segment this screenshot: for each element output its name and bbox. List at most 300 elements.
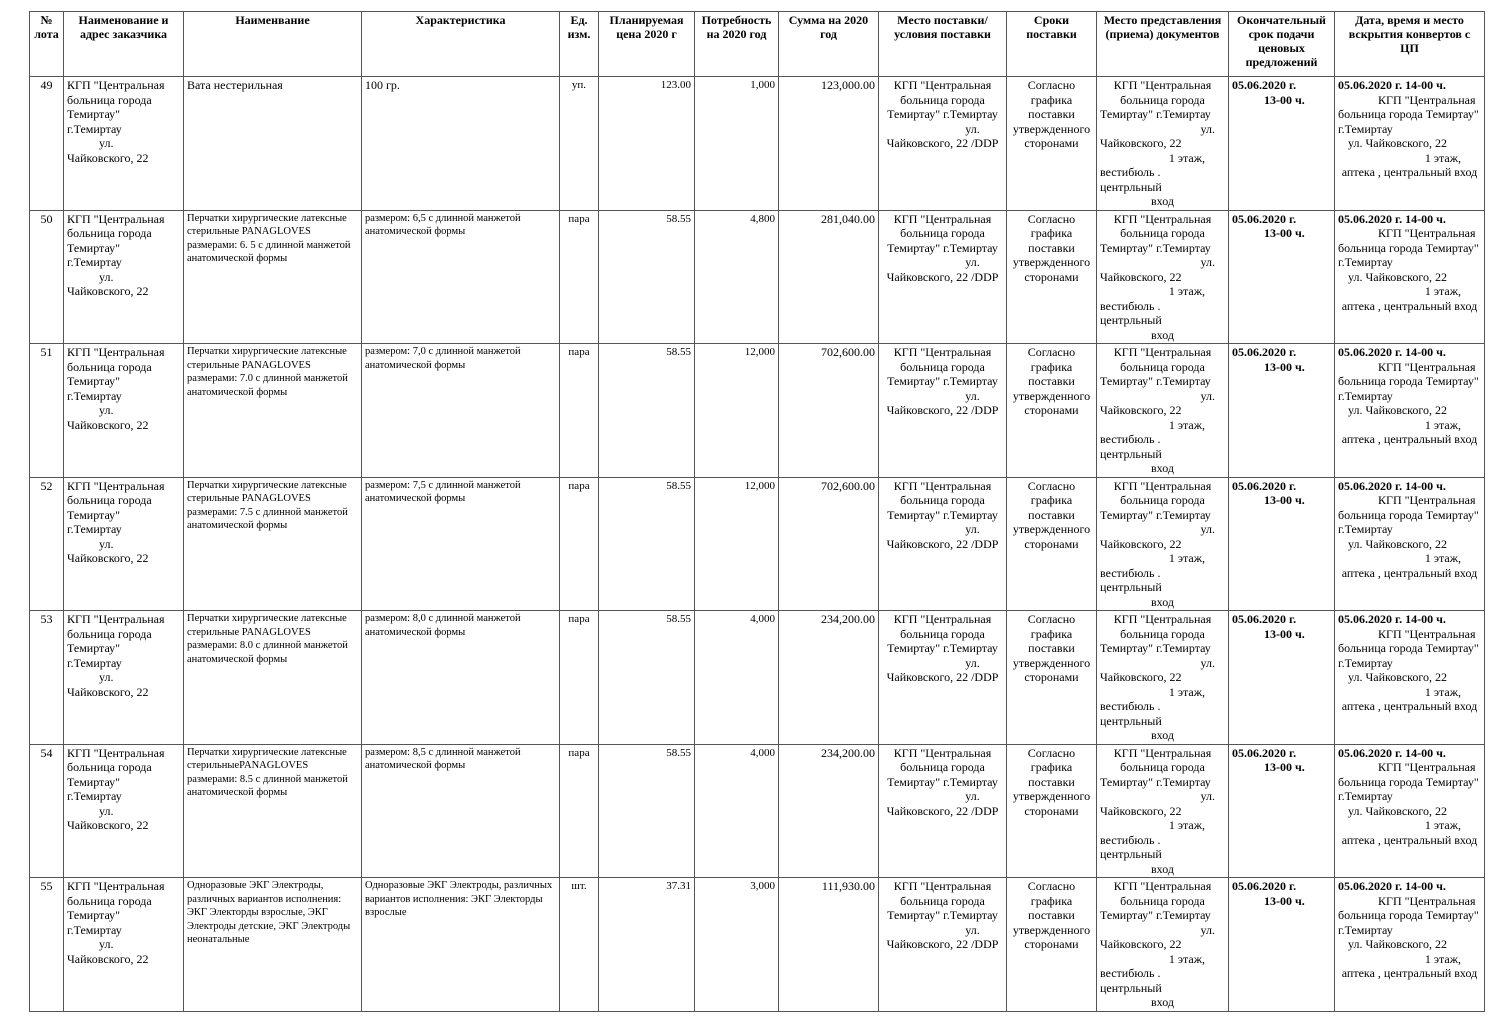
- delivery-line: ул.: [965, 388, 980, 403]
- delivery-line: Темиртау" г.Темиртау: [887, 908, 998, 922]
- customer-line: КГП "Центральная: [67, 745, 165, 760]
- delivery-place: [879, 477, 1007, 611]
- docs-line: Чайковского, 22: [1100, 403, 1182, 417]
- customer-line: больница города: [67, 359, 152, 374]
- opening-line: 1 этаж,: [1424, 951, 1461, 966]
- docs-line: вход: [1151, 995, 1174, 1009]
- docs-place: [1097, 611, 1229, 745]
- opening-line: КГП "Центральная: [1378, 359, 1476, 374]
- header-docs-place: Место представления (приема) документов: [1097, 12, 1229, 77]
- item-spec: размером: 6,5 с длинной манжетой анатомической формы: [362, 210, 560, 344]
- header-delivery-terms: Сроки поставки: [1007, 12, 1097, 77]
- opening-line: г.Темиртау: [1338, 121, 1393, 136]
- customer-line: Темиртау": [67, 641, 121, 655]
- opening-line: больница города Темиртау": [1338, 908, 1479, 922]
- header-row: [30, 12, 1485, 77]
- delivery-line: КГП "Центральная: [893, 745, 992, 760]
- opening-line: аптека , центральный вход: [1341, 432, 1478, 446]
- terms-line: утвержденного: [1012, 255, 1091, 269]
- docs-line: Чайковского, 22: [1100, 536, 1182, 551]
- docs-line: ул.: [1200, 522, 1215, 536]
- header-delivery-place: Место поставки/условия поставки: [879, 12, 1007, 77]
- delivery-line: КГП "Центральная: [893, 211, 992, 226]
- delivery-place: [879, 344, 1007, 478]
- terms-line: поставки: [1028, 774, 1075, 789]
- table-row: [30, 744, 1485, 878]
- unit: пара: [560, 611, 599, 745]
- terms-line: поставки: [1028, 374, 1075, 388]
- terms-line: графика: [1030, 226, 1073, 240]
- deadline-date: 05.06.2020 г.: [1232, 78, 1297, 92]
- delivery-line: больница города: [900, 359, 985, 374]
- docs-line: Темиртау" г.Темиртау: [1100, 641, 1211, 655]
- delivery-line: больница города: [900, 893, 985, 908]
- customer-line: Чайковского, 22: [67, 818, 149, 832]
- docs-line: вход: [1151, 461, 1174, 475]
- docs-line: Чайковского, 22: [1100, 803, 1182, 818]
- header-customer: Наименование и адрес заказчика: [64, 12, 184, 77]
- terms-line: утвержденного: [1012, 922, 1091, 937]
- customer-line: г.Темиртау: [67, 388, 122, 403]
- table-row: [30, 77, 1485, 211]
- customer-line: ул.: [99, 136, 114, 150]
- terms-line: поставки: [1028, 240, 1075, 255]
- submission-deadline: [1229, 210, 1335, 344]
- sum: 123,000.00: [779, 77, 879, 211]
- opening-line: г.Темиртау: [1338, 388, 1393, 403]
- terms-line: графика: [1030, 92, 1073, 107]
- unit: пара: [560, 477, 599, 611]
- opening-line: больница города Темиртау": [1338, 641, 1479, 655]
- terms-line: графика: [1030, 359, 1073, 374]
- delivery-line: КГП "Центральная: [893, 478, 992, 493]
- delivery-terms: [1007, 344, 1097, 478]
- docs-line: КГП "Центральная: [1113, 879, 1212, 893]
- delivery-terms: [1007, 878, 1097, 1012]
- docs-line: ул.: [1200, 388, 1215, 403]
- item-name: Вата нестерильная: [184, 77, 362, 211]
- docs-line: КГП "Центральная: [1113, 745, 1212, 760]
- docs-line: КГП "Центральная: [1113, 612, 1212, 626]
- customer-line: больница города: [67, 760, 152, 774]
- delivery-line: Чайковского, 22 /DDP: [886, 803, 999, 818]
- sum: 281,040.00: [779, 210, 879, 344]
- docs-place: [1097, 477, 1229, 611]
- terms-line: графика: [1030, 493, 1073, 507]
- header-price: Планируемая цена 2020 г: [599, 12, 695, 77]
- item-spec: размером: 7,5 с длинной манжетой анатомической формы: [362, 477, 560, 611]
- opening-line: 1 этаж,: [1424, 417, 1461, 432]
- opening-line: ул. Чайковского, 22: [1348, 803, 1447, 818]
- terms-line: поставки: [1028, 107, 1075, 121]
- opening-datetime: 05.06.2020 г. 14-00 ч.: [1338, 478, 1446, 493]
- docs-line: Чайковского, 22: [1100, 670, 1182, 684]
- docs-line: Чайковского, 22: [1100, 937, 1182, 951]
- docs-line: вестибюль . центрльный: [1100, 699, 1162, 728]
- header-name: Наименвание: [184, 12, 362, 77]
- delivery-place: [879, 210, 1007, 344]
- submission-deadline: [1229, 611, 1335, 745]
- delivery-place: [879, 77, 1007, 211]
- customer-line: КГП "Центральная: [67, 879, 165, 893]
- docs-line: больница города: [1120, 92, 1205, 107]
- terms-line: Согласно: [1027, 879, 1076, 893]
- unit: шт.: [560, 878, 599, 1012]
- customer-line: ул.: [99, 937, 114, 951]
- docs-line: вестибюль . центрльный: [1100, 432, 1162, 461]
- submission-deadline: [1229, 344, 1335, 478]
- quantity: 4,000: [695, 611, 779, 745]
- item-spec: размером: 8,0 с длинной манжетой анатомической формы: [362, 611, 560, 745]
- customer-line: Темиртау": [67, 107, 121, 121]
- opening-line: 1 этаж,: [1424, 551, 1461, 565]
- deadline-time: 13-00 ч.: [1264, 760, 1305, 774]
- opening-line: г.Темиртау: [1338, 655, 1393, 670]
- opening-line: ул. Чайковского, 22: [1348, 269, 1447, 284]
- delivery-line: ул.: [965, 121, 980, 136]
- docs-line: ул.: [1200, 255, 1215, 269]
- docs-line: ул.: [1200, 922, 1215, 937]
- customer-line: больница города: [67, 893, 152, 908]
- item-name: Перчатки хирургические латексные стерильные PANAGLOVES размерами: 7.0 с длинной манжетой анатомической формы: [184, 344, 362, 478]
- planned-price: 58.55: [599, 744, 695, 878]
- customer-line: Темиртау": [67, 908, 121, 922]
- docs-line: КГП "Центральная: [1113, 478, 1212, 493]
- delivery-line: КГП "Центральная: [893, 345, 992, 359]
- customer-line: ул.: [99, 269, 114, 284]
- deadline-time: 13-00 ч.: [1264, 92, 1305, 107]
- customer-line: г.Темиртау: [67, 922, 122, 937]
- customer-cell: [64, 344, 184, 478]
- customer-line: г.Темиртау: [67, 255, 122, 269]
- planned-price: 58.55: [599, 344, 695, 478]
- docs-place: [1097, 744, 1229, 878]
- opening-line: ул. Чайковского, 22: [1348, 136, 1447, 150]
- quantity: 4,000: [695, 744, 779, 878]
- opening-line: 1 этаж,: [1424, 284, 1461, 298]
- delivery-line: Темиртау" г.Темиртау: [887, 240, 998, 255]
- customer-cell: [64, 210, 184, 344]
- docs-line: вход: [1151, 327, 1174, 342]
- planned-price: 58.55: [599, 210, 695, 344]
- deadline-time: 13-00 ч.: [1264, 626, 1305, 641]
- customer-line: ул.: [99, 803, 114, 818]
- opening-line: аптека , центральный вход: [1341, 832, 1478, 847]
- table-row: [30, 878, 1485, 1012]
- delivery-line: больница города: [900, 493, 985, 507]
- docs-line: вестибюль . центрльный: [1100, 966, 1162, 995]
- opening-datetime: 05.06.2020 г. 14-00 ч.: [1338, 612, 1446, 626]
- customer-line: КГП "Центральная: [67, 478, 165, 493]
- opening-line: КГП "Центральная: [1378, 760, 1476, 774]
- opening-line: КГП "Центральная: [1378, 226, 1476, 240]
- opening-line: ул. Чайковского, 22: [1348, 670, 1447, 684]
- customer-line: Чайковского, 22: [67, 417, 149, 432]
- item-spec: размером: 8,5 с длинной манжетой анатомической формы: [362, 744, 560, 878]
- docs-place: [1097, 344, 1229, 478]
- customer-line: г.Темиртау: [67, 522, 122, 536]
- deadline-date: 05.06.2020 г.: [1232, 345, 1297, 359]
- terms-line: утвержденного: [1012, 121, 1091, 136]
- opening-info: [1335, 344, 1485, 478]
- opening-line: больница города Темиртау": [1338, 240, 1479, 255]
- customer-line: больница города: [67, 626, 152, 641]
- docs-line: больница города: [1120, 893, 1205, 908]
- docs-line: 1 этаж,: [1168, 150, 1205, 165]
- delivery-line: больница города: [900, 92, 985, 107]
- delivery-line: Чайковского, 22 /DDP: [886, 403, 999, 417]
- opening-line: аптека , центральный вход: [1341, 699, 1478, 713]
- opening-line: КГП "Центральная: [1378, 893, 1476, 908]
- customer-line: КГП "Центральная: [67, 612, 165, 626]
- opening-info: [1335, 878, 1485, 1012]
- lot-number: 54: [30, 744, 64, 878]
- lot-number: 51: [30, 344, 64, 478]
- header-sum: Сумма на 2020 год: [779, 12, 879, 77]
- delivery-line: КГП "Центральная: [893, 78, 992, 92]
- docs-line: больница города: [1120, 493, 1205, 507]
- quantity: 12,000: [695, 477, 779, 611]
- table-row: [30, 611, 1485, 745]
- planned-price: 58.55: [599, 477, 695, 611]
- docs-line: 1 этаж,: [1168, 417, 1205, 432]
- customer-line: больница города: [67, 493, 152, 507]
- header-spec: Характеристика: [362, 12, 560, 77]
- opening-line: больница города Темиртау": [1338, 774, 1479, 789]
- submission-deadline: [1229, 77, 1335, 211]
- customer-line: Чайковского, 22: [67, 284, 149, 298]
- lot-number: 49: [30, 77, 64, 211]
- opening-info: [1335, 77, 1485, 211]
- terms-line: утвержденного: [1012, 655, 1091, 670]
- customer-cell: [64, 744, 184, 878]
- delivery-line: ул.: [965, 922, 980, 937]
- table-row: [30, 210, 1485, 344]
- delivery-terms: [1007, 210, 1097, 344]
- terms-line: поставки: [1028, 908, 1075, 922]
- docs-line: вестибюль . центрльный: [1100, 298, 1162, 327]
- opening-line: 1 этаж,: [1424, 150, 1461, 165]
- docs-line: вход: [1151, 194, 1174, 208]
- customer-cell: [64, 77, 184, 211]
- submission-deadline: [1229, 878, 1335, 1012]
- unit: пара: [560, 210, 599, 344]
- header-opening: Дата, время и место вскрытия конвертов с ЦП: [1335, 12, 1485, 77]
- delivery-line: Темиртау" г.Темиртау: [887, 507, 998, 522]
- terms-line: утвержденного: [1012, 522, 1091, 536]
- delivery-line: больница города: [900, 626, 985, 641]
- deadline-time: 13-00 ч.: [1264, 493, 1305, 507]
- lot-number: 52: [30, 477, 64, 611]
- opening-line: г.Темиртау: [1338, 789, 1393, 803]
- opening-datetime: 05.06.2020 г. 14-00 ч.: [1338, 78, 1446, 92]
- terms-line: графика: [1030, 893, 1073, 908]
- delivery-line: Чайковского, 22 /DDP: [886, 136, 999, 150]
- opening-info: [1335, 210, 1485, 344]
- lot-number: 53: [30, 611, 64, 745]
- delivery-line: КГП "Центральная: [893, 879, 992, 893]
- quantity: 3,000: [695, 878, 779, 1012]
- planned-price: 123.00: [599, 77, 695, 211]
- terms-line: сторонами: [1024, 803, 1079, 818]
- terms-line: Согласно: [1027, 478, 1076, 493]
- docs-line: 1 этаж,: [1168, 284, 1205, 298]
- deadline-time: 13-00 ч.: [1264, 893, 1305, 908]
- delivery-line: больница города: [900, 760, 985, 774]
- item-spec: размером: 7,0 с длинной манжетой анатомической формы: [362, 344, 560, 478]
- delivery-line: больница города: [900, 226, 985, 240]
- customer-line: КГП "Центральная: [67, 211, 165, 226]
- customer-line: ул.: [99, 536, 114, 551]
- unit: пара: [560, 344, 599, 478]
- terms-line: утвержденного: [1012, 388, 1091, 403]
- terms-line: графика: [1030, 626, 1073, 641]
- terms-line: утвержденного: [1012, 789, 1091, 803]
- terms-line: сторонами: [1024, 269, 1079, 284]
- delivery-place: [879, 878, 1007, 1012]
- docs-line: КГП "Центральная: [1113, 211, 1212, 226]
- deadline-date: 05.06.2020 г.: [1232, 478, 1297, 493]
- customer-cell: [64, 878, 184, 1012]
- sum: 702,600.00: [779, 344, 879, 478]
- customer-line: ул.: [99, 670, 114, 684]
- customer-line: Чайковского, 22: [67, 951, 149, 966]
- docs-place: [1097, 210, 1229, 344]
- quantity: 1,000: [695, 77, 779, 211]
- customer-line: Темиртау": [67, 507, 121, 522]
- terms-line: сторонами: [1024, 670, 1079, 684]
- terms-line: поставки: [1028, 507, 1075, 522]
- docs-line: больница города: [1120, 359, 1205, 374]
- docs-place: [1097, 878, 1229, 1012]
- docs-line: больница города: [1120, 226, 1205, 240]
- customer-line: Чайковского, 22: [67, 684, 149, 699]
- docs-line: Темиртау" г.Темиртау: [1100, 774, 1211, 789]
- delivery-line: Чайковского, 22 /DDP: [886, 937, 999, 951]
- item-name: Перчатки хирургические латексные стерильные PANAGLOVES размерами: 6. 5 с длинной манжетой анатомической формы: [184, 210, 362, 344]
- opening-info: [1335, 477, 1485, 611]
- sum: 702,600.00: [779, 477, 879, 611]
- delivery-place: [879, 744, 1007, 878]
- customer-line: Темиртау": [67, 374, 121, 388]
- customer-line: Чайковского, 22: [67, 150, 149, 165]
- docs-line: больница города: [1120, 626, 1205, 641]
- docs-line: 1 этаж,: [1168, 551, 1205, 565]
- quantity: 4,800: [695, 210, 779, 344]
- header-deadline: Окончательный срок подачи ценовых предложений: [1229, 12, 1335, 77]
- planned-price: 58.55: [599, 611, 695, 745]
- deadline-time: 13-00 ч.: [1264, 226, 1305, 240]
- customer-line: больница города: [67, 226, 152, 240]
- delivery-line: Темиртау" г.Темиртау: [887, 374, 998, 388]
- delivery-line: Темиртау" г.Темиртау: [887, 774, 998, 789]
- customer-cell: [64, 611, 184, 745]
- docs-line: ул.: [1200, 655, 1215, 670]
- opening-line: г.Темиртау: [1338, 522, 1393, 536]
- opening-datetime: 05.06.2020 г. 14-00 ч.: [1338, 879, 1446, 893]
- deadline-date: 05.06.2020 г.: [1232, 211, 1297, 226]
- delivery-place: [879, 611, 1007, 745]
- opening-datetime: 05.06.2020 г. 14-00 ч.: [1338, 345, 1446, 359]
- delivery-terms: [1007, 744, 1097, 878]
- delivery-line: Темиртау" г.Темиртау: [887, 641, 998, 655]
- terms-line: Согласно: [1027, 211, 1076, 226]
- opening-line: 1 этаж,: [1424, 684, 1461, 699]
- deadline-date: 05.06.2020 г.: [1232, 612, 1297, 626]
- opening-line: больница города Темиртау": [1338, 374, 1479, 388]
- item-spec: Одноразовые ЭКГ Электроды, различных вариантов исполнения: ЭКГ Электорды взрослые: [362, 878, 560, 1012]
- terms-line: Согласно: [1027, 745, 1076, 760]
- lot-number: 55: [30, 878, 64, 1012]
- docs-line: вход: [1151, 594, 1174, 609]
- opening-line: ул. Чайковского, 22: [1348, 403, 1447, 417]
- table-row: [30, 344, 1485, 478]
- docs-line: ул.: [1200, 789, 1215, 803]
- terms-line: поставки: [1028, 641, 1075, 655]
- delivery-line: Чайковского, 22 /DDP: [886, 269, 999, 284]
- table-row: [30, 477, 1485, 611]
- delivery-line: Чайковского, 22 /DDP: [886, 670, 999, 684]
- terms-line: Согласно: [1027, 345, 1076, 359]
- customer-line: Темиртау": [67, 240, 121, 255]
- opening-line: КГП "Центральная: [1378, 626, 1476, 641]
- deadline-date: 05.06.2020 г.: [1232, 745, 1297, 760]
- delivery-line: Чайковского, 22 /DDP: [886, 536, 999, 551]
- docs-line: 1 этаж,: [1168, 951, 1205, 966]
- lot-number: 50: [30, 210, 64, 344]
- delivery-line: ул.: [965, 789, 980, 803]
- customer-cell: [64, 477, 184, 611]
- delivery-line: ул.: [965, 655, 980, 670]
- terms-line: Согласно: [1027, 612, 1076, 626]
- unit: уп.: [560, 77, 599, 211]
- header-qty: Потребность на 2020 год: [695, 12, 779, 77]
- docs-line: КГП "Центральная: [1113, 78, 1212, 92]
- sum: 234,200.00: [779, 611, 879, 745]
- deadline-date: 05.06.2020 г.: [1232, 879, 1297, 893]
- opening-datetime: 05.06.2020 г. 14-00 ч.: [1338, 745, 1446, 760]
- item-spec: 100 гр.: [362, 77, 560, 211]
- docs-line: Темиртау" г.Темиртау: [1100, 908, 1211, 922]
- customer-line: г.Темиртау: [67, 789, 122, 803]
- docs-line: Чайковского, 22: [1100, 269, 1182, 284]
- delivery-terms: [1007, 77, 1097, 211]
- docs-line: Темиртау" г.Темиртау: [1100, 507, 1211, 522]
- docs-line: Темиртау" г.Темиртау: [1100, 107, 1211, 121]
- opening-line: аптека , центральный вход: [1341, 966, 1478, 980]
- docs-line: больница города: [1120, 760, 1205, 774]
- opening-line: аптека , центральный вход: [1341, 165, 1478, 179]
- item-name: Перчатки хирургические латексные стерильныеPANAGLOVES размерами: 8.5 с длинной манжетой анатомической формы: [184, 744, 362, 878]
- customer-line: КГП "Центральная: [67, 78, 165, 92]
- docs-line: Чайковского, 22: [1100, 136, 1182, 150]
- opening-line: КГП "Центральная: [1378, 92, 1476, 107]
- terms-line: графика: [1030, 760, 1073, 774]
- customer-line: больница города: [67, 92, 152, 107]
- opening-line: г.Темиртау: [1338, 922, 1393, 937]
- item-name: Перчатки хирургические латексные стерильные PANAGLOVES размерами: 8.0 с длинной манжетой анатомической формы: [184, 611, 362, 745]
- docs-line: 1 этаж,: [1168, 818, 1205, 832]
- terms-line: сторонами: [1024, 403, 1079, 417]
- opening-line: ул. Чайковского, 22: [1348, 536, 1447, 551]
- opening-datetime: 05.06.2020 г. 14-00 ч.: [1338, 211, 1446, 226]
- delivery-terms: [1007, 611, 1097, 745]
- delivery-line: КГП "Центральная: [893, 612, 992, 626]
- docs-line: вход: [1151, 861, 1174, 876]
- item-name: Перчатки хирургические латексные стерильные PANAGLOVES размерами: 7.5 с длинной манжетой анатомической формы: [184, 477, 362, 611]
- delivery-terms: [1007, 477, 1097, 611]
- sum: 111,930.00: [779, 878, 879, 1012]
